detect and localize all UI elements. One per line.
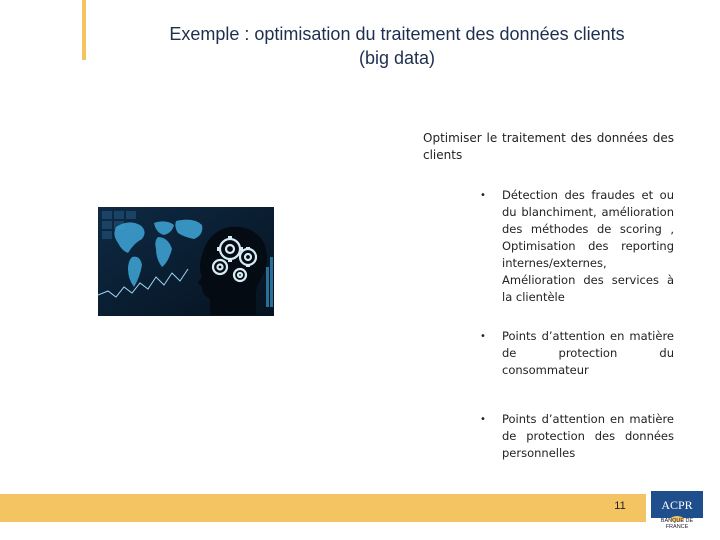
bullet-text: Points d’attention en matière de protection des données personnelles: [502, 412, 674, 460]
slide-title: [100, 22, 694, 70]
intro-text: [423, 130, 674, 164]
intro-line-1: Optimiser le traitement des données des: [423, 131, 674, 145]
big-data-illustration-icon: [98, 207, 274, 316]
accent-bar: [82, 0, 86, 60]
big-data-illustration: [98, 207, 274, 316]
footer-bar: [0, 494, 646, 522]
logo-text: ACPR: [661, 498, 693, 512]
bullet-dot: •: [480, 331, 486, 342]
bullet-dot: •: [480, 190, 486, 201]
intro-line-2: clients: [423, 148, 463, 162]
bullet-text: Points d’attention en matière de protection du consommateur: [502, 329, 674, 377]
logo-subtext: BANQUE DE FRANCE: [660, 518, 694, 530]
bullet-dot: •: [480, 414, 486, 425]
page-number: 11: [614, 500, 626, 512]
bullet-text: Détection des fraudes et ou du blanchiment, amélioration des méthodes de scoring , Optimisation des reporting internes/externes, Amélioration des services à la clientèle: [502, 188, 674, 304]
title-line-2: (big data): [358, 48, 436, 68]
title-line-1: Exemple : optimisation du traitement des données clients: [169, 24, 625, 44]
